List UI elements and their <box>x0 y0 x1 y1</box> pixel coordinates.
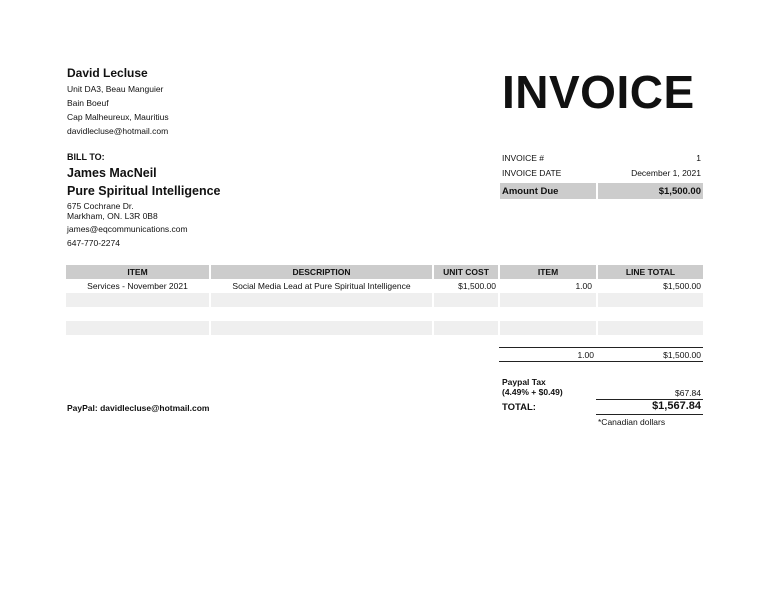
invoice-number-label: INVOICE # <box>502 153 545 163</box>
cell-item: Services - November 2021 <box>87 281 188 291</box>
client-address-line: Markham, ON. L3R 0B8 <box>67 211 158 221</box>
subtotal-amount: $1,500.00 <box>663 350 701 360</box>
cell-description <box>211 293 432 307</box>
client-company: Pure Spiritual Intelligence <box>67 184 221 198</box>
cell-unit-cost <box>434 307 498 321</box>
cell-description <box>211 335 432 349</box>
cell-description <box>211 321 432 335</box>
cell-unit-cost: $1,500.00 <box>458 281 496 291</box>
subtotal-bottom-rule <box>499 361 703 362</box>
invoice-title: INVOICE <box>502 66 695 118</box>
amount-due-divider <box>596 183 598 199</box>
sender-name: David Lecluse <box>67 66 148 80</box>
cell-unit-cost <box>434 321 498 335</box>
amount-due-label: Amount Due <box>502 186 559 197</box>
invoice-date-row <box>500 165 703 181</box>
table-header <box>66 265 703 279</box>
header-unit-cost: UNIT COST <box>434 265 498 279</box>
invoice-number-row <box>500 150 703 166</box>
cell-line-total: $1,500.00 <box>663 281 701 291</box>
cell-item <box>66 335 209 349</box>
header-quantity: ITEM <box>500 265 596 279</box>
total-bottom-rule <box>596 414 703 415</box>
subtotal-top-rule <box>499 347 703 348</box>
cell-quantity <box>500 307 596 321</box>
header-item: ITEM <box>66 265 209 279</box>
currency-note: *Canadian dollars <box>598 417 666 427</box>
cell-description <box>211 307 432 321</box>
invoice-date-value: December 1, 2021 <box>631 168 701 178</box>
cell-item <box>66 293 209 307</box>
cell-description: Social Media Lead at Pure Spiritual Intelligence <box>232 281 411 291</box>
cell-line-total <box>598 293 703 307</box>
total-label: TOTAL: <box>502 402 536 413</box>
client-phone: 647-770-2274 <box>67 238 120 248</box>
invoice-number-value: 1 <box>696 153 701 163</box>
invoice-date-label: INVOICE DATE <box>502 168 562 178</box>
client-address-line: 675 Cochrane Dr. <box>67 201 134 211</box>
table-row <box>66 279 703 293</box>
cell-quantity <box>500 321 596 335</box>
sender-address-line: Bain Boeuf <box>67 98 109 108</box>
header-description: DESCRIPTION <box>211 265 432 279</box>
sender-email: davidlecluse@hotmail.com <box>67 126 169 136</box>
amount-due-row <box>500 183 703 199</box>
cell-line-total <box>598 321 703 335</box>
table-row <box>66 321 703 335</box>
cell-unit-cost <box>434 293 498 307</box>
sender-address-line: Unit DA3, Beau Manguier <box>67 84 164 94</box>
amount-due-value: $1,500.00 <box>658 186 701 197</box>
bill-to-label: BILL TO: <box>67 152 105 162</box>
total-amount: $1,567.84 <box>652 400 701 412</box>
sender-address-line: Cap Malheureux, Mauritius <box>67 112 169 122</box>
tax-label <box>502 377 563 397</box>
tax-label-line: Paypal Tax <box>502 377 546 387</box>
client-name: James MacNeil <box>67 166 157 180</box>
paypal-payment-info: PayPal: davidlecluse@hotmail.com <box>67 403 210 413</box>
tax-rate-line: (4.49% + $0.49) <box>502 387 563 397</box>
subtotal-quantity: 1.00 <box>577 350 594 360</box>
cell-item <box>66 307 209 321</box>
client-address <box>67 201 158 221</box>
header-line-total: LINE TOTAL <box>598 265 703 279</box>
tax-amount: $67.84 <box>675 388 701 398</box>
cell-quantity: 1.00 <box>575 281 592 291</box>
cell-item <box>66 321 209 335</box>
client-email: james@eqcommunications.com <box>67 224 188 234</box>
cell-line-total <box>598 307 703 321</box>
sender-address <box>67 82 169 138</box>
cell-quantity <box>500 293 596 307</box>
items-table <box>66 265 703 349</box>
cell-unit-cost <box>434 335 498 349</box>
table-row <box>66 293 703 307</box>
table-row <box>66 307 703 321</box>
